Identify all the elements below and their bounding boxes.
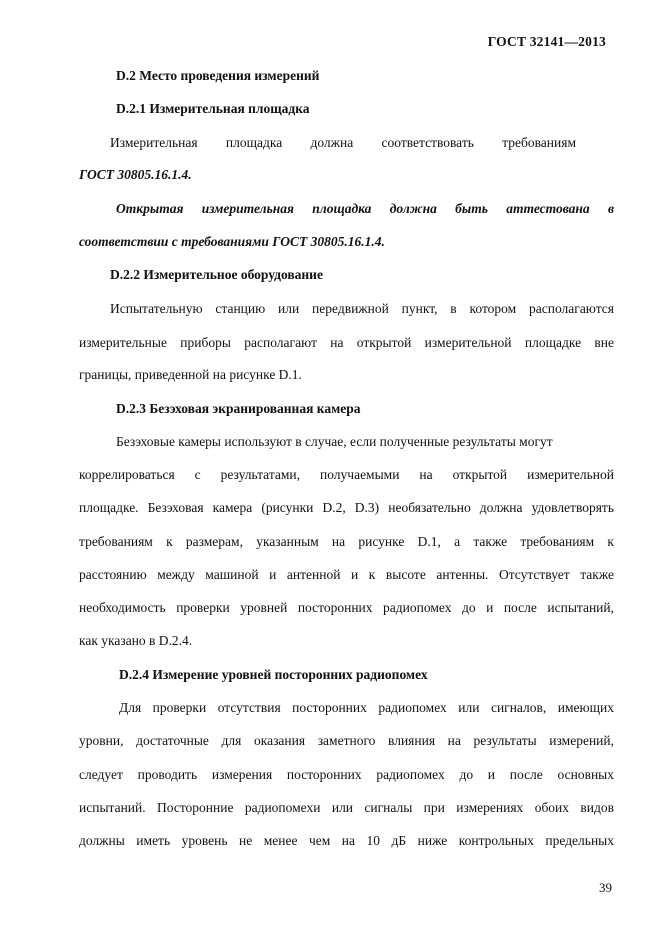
paragraph-line: расстоянию между машиной и антенной и к высоте антенны. Отсутствует также <box>79 567 614 582</box>
paragraph-line: границы, приведенной на рисунке D.1. <box>79 367 302 382</box>
subsection-heading-d21: D.2.1 Измерительная площадка <box>116 101 310 116</box>
paragraph-line: как указано в D.2.4. <box>79 633 193 648</box>
paragraph-line: коррелироваться с результатами, получаемыми на открытой измерительной <box>79 467 614 482</box>
paragraph-line: Безэховые камеры используют в случае, если полученные результаты могут <box>116 434 553 449</box>
paragraph-line: соответствии с требованиями ГОСТ 30805.16.1.4. <box>79 234 385 249</box>
paragraph-line: необходимость проверки уровней посторонних радиопомех до и после испытаний, <box>79 600 614 615</box>
paragraph-line: Испытательную станцию или передвижной пункт, в котором располагаются <box>110 301 614 316</box>
paragraph-line: ГОСТ 30805.16.1.4. <box>79 167 192 182</box>
paragraph-line: требованиям к размерам, указанным на рисунке D.1, а также требованиям к <box>79 534 614 549</box>
document-code-header: ГОСТ 32141—2013 <box>487 34 606 49</box>
paragraph-line: должны иметь уровень не менее чем на 10 дБ ниже контрольных предельных <box>79 833 614 848</box>
paragraph-line: Измерительная площадка должна соответствовать требованиям <box>110 135 576 150</box>
paragraph-line: Открытая измерительная площадка должна быть аттестована в <box>116 201 614 216</box>
subsection-heading-d23: D.2.3 Безэховая экранированная камера <box>116 401 361 416</box>
paragraph-line: площадке. Безэховая камера (рисунки D.2, D.3) необязательно должна удовлетворять <box>79 500 614 515</box>
paragraph-line: следует проводить измерения посторонних радиопомех до и после основных <box>79 767 614 782</box>
page-number: 39 <box>599 880 612 895</box>
subsection-heading-d24: D.2.4 Измерение уровней посторонних радиопомех <box>119 667 428 682</box>
paragraph-line: Для проверки отсутствия посторонних радиопомех или сигналов, имеющих <box>119 700 614 715</box>
section-heading-d2: D.2 Место проведения измерений <box>116 68 320 83</box>
paragraph-line: испытаний. Посторонние радиопомехи или сигналы при измерениях обоих видов <box>79 800 614 815</box>
subsection-heading-d22: D.2.2 Измерительное оборудование <box>110 267 323 282</box>
paragraph-line: уровни, достаточные для оказания заметного влияния на результаты измерений, <box>79 733 614 748</box>
paragraph-line: измерительные приборы располагают на открытой измерительной площадке вне <box>79 335 614 350</box>
